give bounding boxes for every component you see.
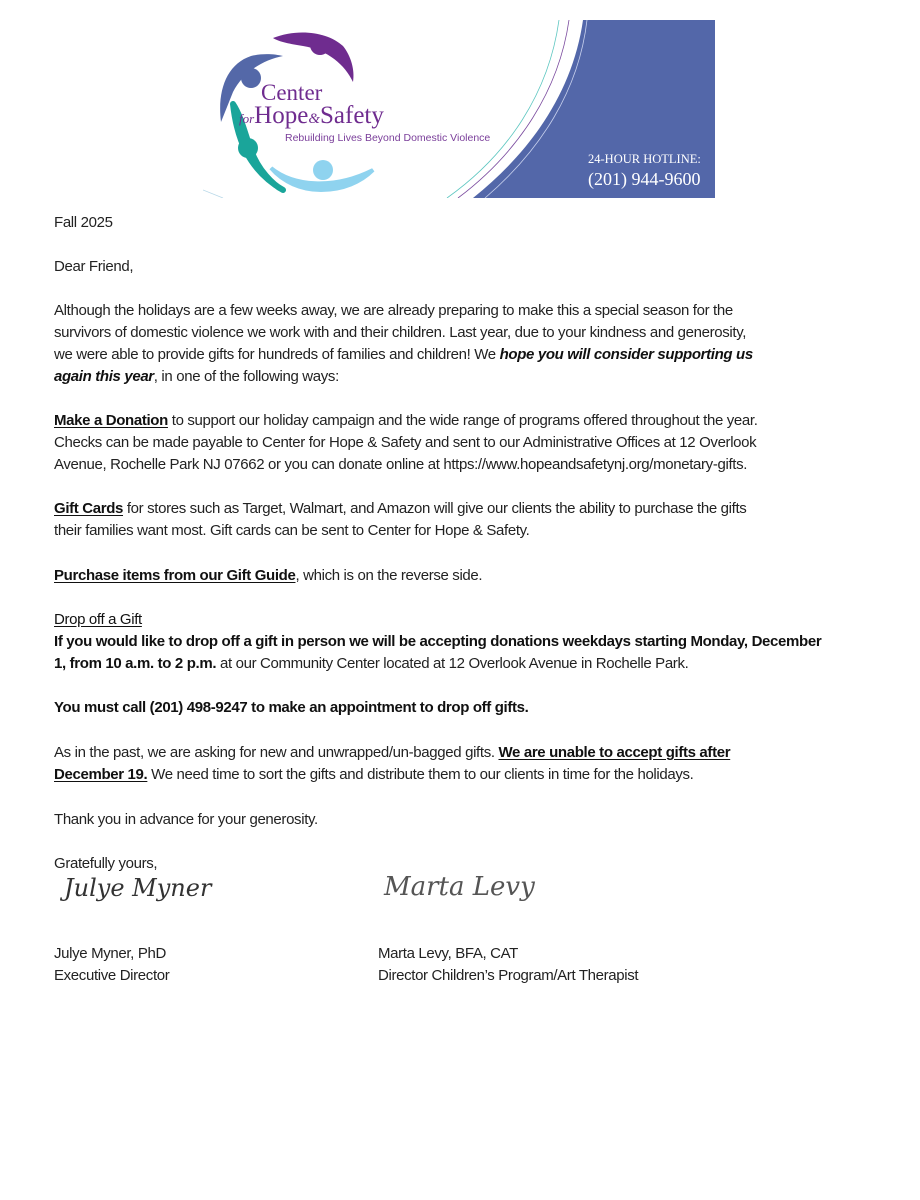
thanks-line: Thank you in advance for your generosity. [54,811,318,828]
salutation: Dear Friend, [54,258,134,275]
deadline-notice: We are unable to accept gifts after [498,744,731,761]
org-name-hope-safety: forHope&Safety [239,102,384,129]
hotline-number: (201) 944-9600 [588,169,701,189]
deadline-date: December 19. [54,766,148,783]
hotline-label: 24-HOUR HOTLINE: [588,152,701,166]
closing-line: Gratefully yours, [54,855,158,872]
make-donation-link[interactable]: Make a Donation [54,412,168,429]
gift-guide-paragraph: Purchase items from our Gift Guide, which is on the reverse side. [54,567,483,584]
gift-cards-link[interactable]: Gift Cards [54,500,124,517]
signatory-1-name: Julye Myner, PhD [54,945,166,962]
org-name-center: Center [261,80,323,105]
appointment-notice: You must call (201) 498-9247 to make an appointment to drop off gifts. [54,699,529,716]
signatory-1-title: Executive Director [54,967,170,984]
emphasis-again-this-year: again this year [54,368,154,385]
signature-julye-myner: Julye Myner [64,874,212,902]
letter-date: Fall 2025 [54,214,113,231]
signature-marta-levy: Marta Levy [384,872,535,902]
org-tagline: Rebuilding Lives Beyond Domestic Violence [285,132,491,144]
letterhead-banner [203,20,715,198]
emphasis-hope-support: hope you will consider supporting us [499,346,753,363]
signatory-2-name: Marta Levy, BFA, CAT [378,945,518,962]
drop-off-heading: Drop off a Gift [54,611,142,628]
signatory-2-title: Director Children’s Program/Art Therapist [378,967,639,984]
gift-guide-link[interactable]: Purchase items from our Gift Guide [54,567,296,584]
